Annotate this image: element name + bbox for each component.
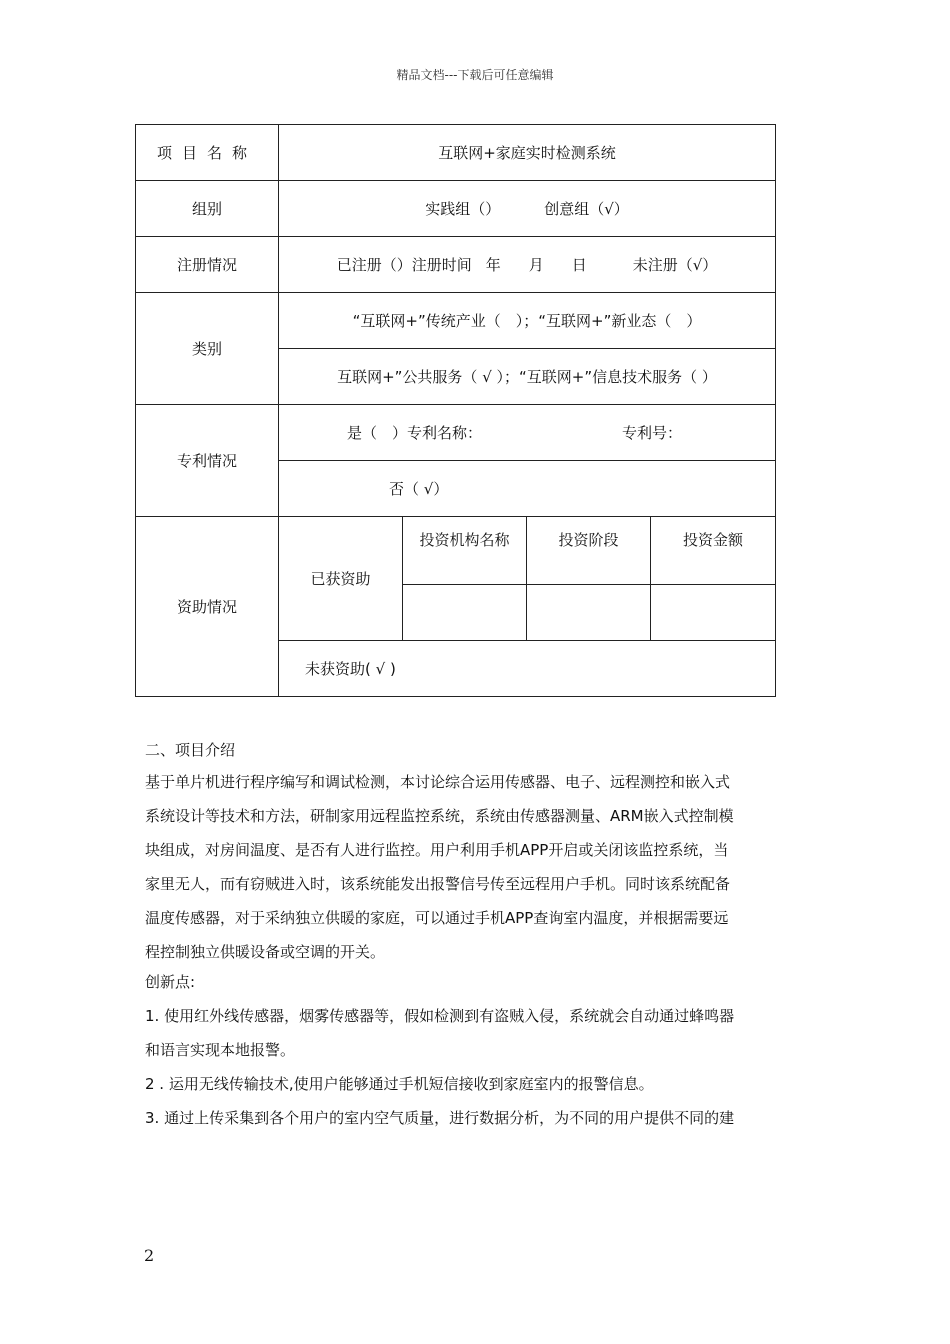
patent-no-row bbox=[279, 461, 776, 517]
funded-label: 已获资助 bbox=[279, 517, 403, 641]
not-registered-option: 未注册（√） bbox=[632, 256, 718, 274]
intro-line: 系统设计等技术和方法，研制家用远程监控系统，系统由传感器测量、ARM嵌入式控制模 bbox=[145, 807, 734, 825]
investor-name-cell bbox=[403, 585, 527, 641]
page-header: 精品文档---下载后可任意编辑 bbox=[396, 68, 554, 82]
category-options-1: “互联网+”传统产业（ ）；“互联网+”新业态（ ） bbox=[279, 293, 776, 349]
row-project-name bbox=[136, 125, 776, 181]
project-name-label: 项目名称 bbox=[136, 125, 279, 181]
intro-line: 家里无人，而有窃贼进入时，该系统能发出报警信号传至远程用户手机。同时该系统配备 bbox=[145, 875, 731, 893]
patent-no: 否（ √） bbox=[389, 480, 449, 498]
group-label: 组别 bbox=[136, 181, 279, 237]
innovation-line: 和语言实现本地报警。 bbox=[145, 1041, 296, 1059]
row-category-1 bbox=[136, 293, 776, 349]
registered-option: 已注册（）注册时间 bbox=[336, 256, 472, 274]
invest-stage-cell bbox=[527, 585, 651, 641]
registration-label: 注册情况 bbox=[136, 237, 279, 293]
intro-line: 块组成，对房间温度、是否有人进行监控。用户利用手机APP开启或关闭该监控系统，当 bbox=[145, 841, 729, 859]
innovation-line: 1. 使用红外线传感器，烟雾传感器等，假如检测到有盗贼入侵，系统就会自动通过蜂鸣器 bbox=[145, 1007, 735, 1025]
invest-stage-header: 投资阶段 bbox=[527, 517, 651, 585]
register-month: 月 bbox=[528, 256, 544, 274]
innovation-line: 2 . 运用无线传输技术,使用户能够通过手机短信接收到家庭室内的报警信息。 bbox=[145, 1075, 654, 1093]
row-patent-1 bbox=[136, 405, 776, 461]
innovation-label: 创新点: bbox=[145, 973, 196, 991]
not-funded-row bbox=[279, 641, 776, 697]
investor-name-header: 投资机构名称 bbox=[403, 517, 527, 585]
funding-label: 资助情况 bbox=[136, 517, 279, 697]
row-group bbox=[136, 181, 776, 237]
patent-yes-row bbox=[279, 405, 776, 461]
intro-line: 基于单片机进行程序编写和调试检测，本讨论综合运用传感器、电子、远程测控和嵌入式 bbox=[145, 773, 731, 791]
section-heading-block bbox=[145, 733, 810, 767]
group-practice: 实践组（） bbox=[425, 200, 501, 218]
patent-number: 专利号： bbox=[622, 424, 683, 442]
invest-amount-cell bbox=[651, 585, 776, 641]
intro-line: 程控制独立供暖设备或空调的开关。 bbox=[145, 943, 386, 961]
page-number: 2 bbox=[144, 1246, 155, 1265]
patent-label: 专利情况 bbox=[136, 405, 279, 517]
project-info-table bbox=[135, 124, 776, 697]
invest-amount-header: 投资金额 bbox=[651, 517, 776, 585]
section-body bbox=[145, 765, 810, 1135]
register-day: 日 bbox=[571, 256, 587, 274]
registration-value bbox=[279, 237, 776, 293]
row-funding-1 bbox=[136, 517, 776, 585]
intro-line: 温度传感器，对于采纳独立供暖的家庭，可以通过手机APP查询室内温度，并根据需要远 bbox=[145, 909, 729, 927]
group-value bbox=[279, 181, 776, 237]
row-registration bbox=[136, 237, 776, 293]
section-heading: 二、项目介绍 bbox=[145, 741, 236, 759]
project-name-value: 互联网+家庭实时检测系统 bbox=[279, 125, 776, 181]
innovation-line: 3. 通过上传采集到各个用户的室内空气质量，进行数据分析，为不同的用户提供不同的建 bbox=[145, 1109, 735, 1127]
not-funded: 未获资助( √ ) bbox=[305, 660, 396, 678]
group-creative: 创意组（√） bbox=[544, 200, 629, 218]
category-label: 类别 bbox=[136, 293, 279, 405]
category-options-2: 互联网+”公共服务（ √ ）；“互联网+”信息技术服务（ ） bbox=[279, 349, 776, 405]
patent-yes: 是（ ）专利名称： bbox=[347, 424, 483, 442]
register-year: 年 bbox=[485, 256, 501, 274]
